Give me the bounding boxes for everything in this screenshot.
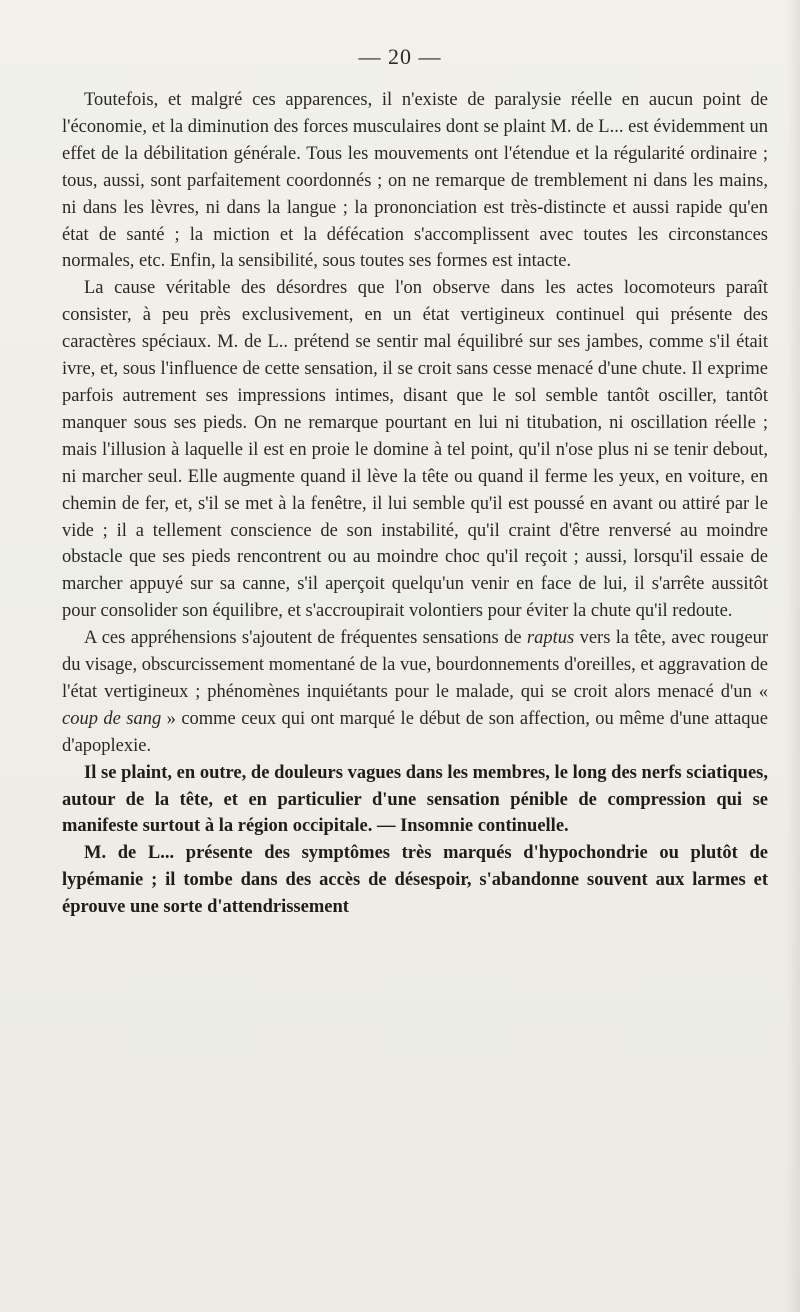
text-run: vers la tête, avec rougeur du visage, obscurcissement momentané de la vue, bourdonnements d'oreilles, et aggravation de l'état vertigineux ; phénomènes inquiétants pour le malade, qui se croit alors menacé d'un « bbox=[62, 628, 768, 702]
text-run: M. de L... présente des symptômes très marqués d'hypochondrie ou plutôt de lypémanie ; il tombe dans des accès de désespoir, s'abandonne souvent aux larmes et éprouve une sorte d'attendrissement bbox=[62, 843, 768, 918]
text-run: » comme ceux qui ont marqué le début de son affection, ou même d'une attaque d'apoplexie. bbox=[62, 708, 768, 756]
paragraph bbox=[62, 275, 768, 625]
text-run: La cause véritable des désordres que l'on observe dans les actes locomoteurs paraît consister, à peu près exclusivement, en un état vertigineux continuel qui présente des caractères spéciaux. M. de L.. prétend se sentir mal équilibré sur ses jambes, comme s'il était ivre, et, sous l'influence de cette sensation, il se croit sans cesse menacé d'une chute. Il exprime parfois autrement ses impressions intimes, disant que le sol semble tantôt osciller, tantôt manquer sous ses pieds. On ne remarque pourtant en lui ni titubation, ni oscillation réelle ; mais l'illusion à laquelle il est en proie le domine à tel point, qu'il n'ose plus ni se tenir debout, ni marcher seul. Elle augmente quand il lève la tête ou quand il ferme les yeux, en voiture, en chemin de fer, et, s'il se met à la fenêtre, il lui semble qu'il est poussé en avant ou attiré par le vide ; il a tellement conscience de son instabilité, qu'il craint d'être renversé au moindre obstacle que ses pieds rencontrent ou au moindre choc qu'il reçoit ; aussi, lorsqu'il essaie de marcher appuyé sur sa canne, s'il aperçoit quelqu'un venir en face de lui, il s'arrête aussitôt pour consolider son équilibre, et s'accroupirait volontiers pour éviter la chute qu'il redoute. bbox=[62, 278, 768, 622]
page-number: — 20 — bbox=[358, 44, 442, 69]
paragraph bbox=[62, 840, 768, 921]
text-run: Toutefois, et malgré ces apparences, il n'existe de paralysie réelle en aucun point de l'économie, et la diminution des forces musculaires dont se plaint M. de L... est évidemment un effet de la débilitation générale. Tous les mouvements ont l'étendue et la régularité ordinaire ; tous, aussi, sont parfaitement coordonnés ; on ne remarque de tremblement ni dans les mains, ni dans les lèvres, ni dans la langue ; la prononciation est très-distincte et aussi rapide qu'en état de santé ; la miction et la défécation s'accomplissent avec toutes les circonstances normales, etc. Enfin, la sensibilité, sous toutes ses formes est intacte. bbox=[62, 90, 768, 272]
paragraph bbox=[62, 760, 768, 841]
italic-term: coup de sang bbox=[62, 708, 162, 729]
italic-term: raptus bbox=[526, 628, 575, 649]
body-text bbox=[62, 87, 768, 921]
paragraph bbox=[62, 625, 768, 760]
text-run: A ces appréhensions s'ajoutent de fréquentes sensations de bbox=[84, 628, 527, 649]
paragraph bbox=[62, 87, 768, 275]
page-edge-shadow bbox=[786, 0, 800, 1312]
text-run: Il se plaint, en outre, de douleurs vagues dans les membres, le long des nerfs sciatiques, autour de la tête, et en particulier d'une sensation pénible de compression qui se manifeste surtout à la région occipitale. — Insomnie continuelle. bbox=[62, 762, 768, 837]
